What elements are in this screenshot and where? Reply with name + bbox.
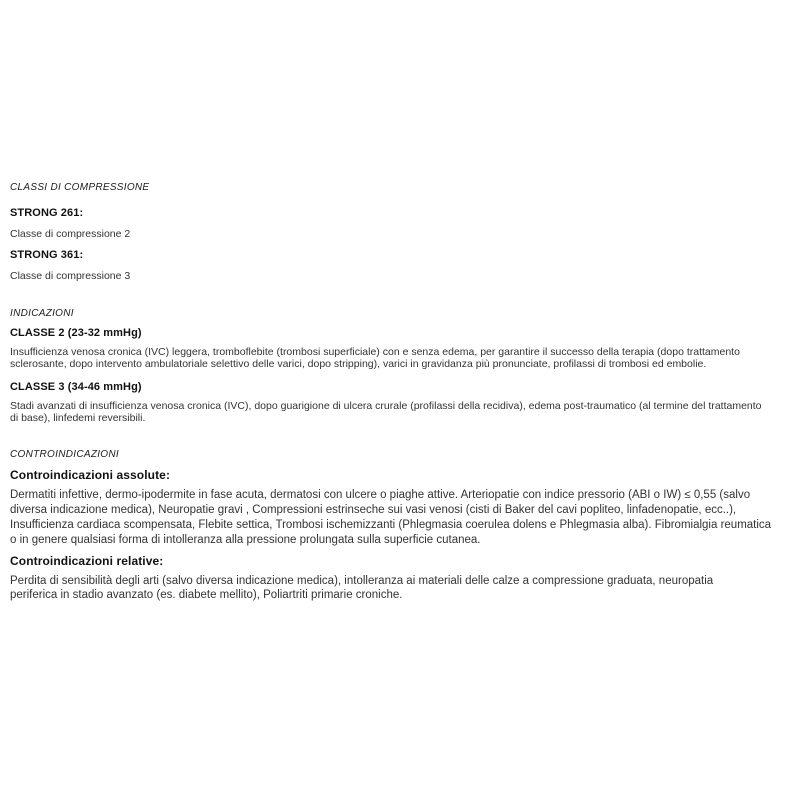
contraindications-absolute-text: Dermatiti infettive, dermo-ipodermite in fase acuta, dermatosi con ulcere o piaghe attive. Arteriopatie con indice pressorio (ABI o IW) ≤ 0,55 (salvo diversa indicazione medica), Neuropatie gravi , Compressioni estrinseche sui vasi venosi (cisti di Baker del cavi popliteo, linfadenopatie, ecc..), Insufficienza cardiaca scompensata, Flebite settica, Trombosi ischemizzanti (Phlegmasia coerulea dolens e Phlegmasia alba). Fibromialgia reumatica o in genere qualsiasi forma di intolleranza alla pressione prolungata sulla superficie cutanea. xyxy=(10,489,772,546)
section-heading-compression-classes: CLASSI DI COMPRESSIONE xyxy=(10,182,150,193)
contraindications-relative-title: Controindicazioni relative: xyxy=(10,553,164,568)
contraindications-absolute-title: Controindicazioni assolute: xyxy=(10,468,171,483)
section-heading-contraindications: CONTROINDICAZIONI xyxy=(10,449,119,461)
indication-class2-title: CLASSE 2 (23-32 mmHg) xyxy=(10,327,142,339)
section-contraindications xyxy=(10,448,782,603)
section-compression-classes xyxy=(10,181,782,283)
product-value-strong-261: Classe di compressione 2 xyxy=(10,228,131,240)
product-label-strong-361: STRONG 361: xyxy=(10,249,84,261)
indication-class3-text: Stadi avanzati di insufficienza venosa cronica (IVC), dopo guarigione di ulcera crurale (profilassi della recidiva), edema post-traumatico (al termine del trattamento di base), linfedemi reversibili. xyxy=(10,400,762,424)
product-value-strong-361: Classe di compressione 3 xyxy=(10,270,131,282)
section-indications xyxy=(10,307,782,424)
contraindications-relative-text: Perdita di sensibilità degli arti (salvo diversa indicazione medica), intolleranza ai materiali delle calze a compressione graduata, neuropatia periferica in stadio avanzato (es. diabete mellito), Poliartriti primarie croniche. xyxy=(10,574,714,602)
indication-class3-title: CLASSE 3 (34-46 mmHg) xyxy=(10,381,142,394)
product-label-strong-261: STRONG 261: xyxy=(10,207,84,219)
indication-class2-text: Insufficienza venosa cronica (IVC) leggera, tromboflebite (trombosi superficiale) con e senza edema, per garantire il successo della terapia (dopo trattamento sclerosante, dopo intervento ambulatoriale selettivo delle varici, dopo stripping), varici in gravidanza più pronunciate, profilassi di trombosi ed embolie. xyxy=(10,346,740,370)
section-heading-indications: INDICAZIONI xyxy=(10,308,74,319)
